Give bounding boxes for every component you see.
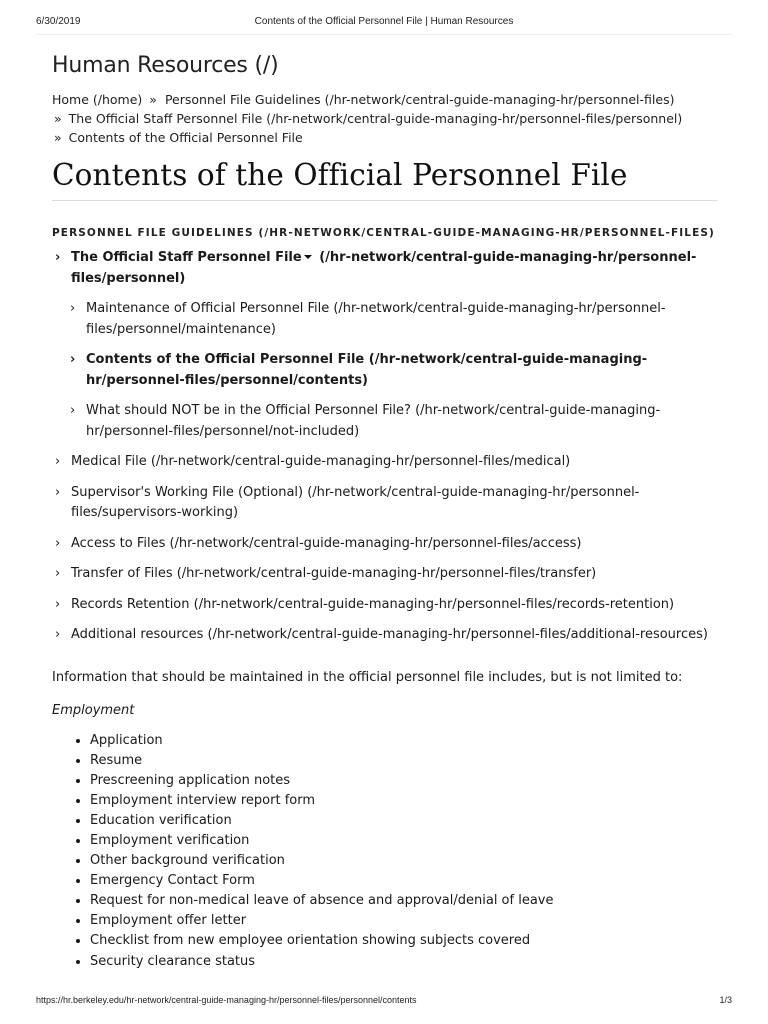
nav-item-medical-file[interactable] xyxy=(52,452,718,473)
list-item: • Emergency Contact Form xyxy=(90,871,718,891)
breadcrumb-row xyxy=(52,109,718,128)
breadcrumb-staff-personnel-file-link[interactable]: The Official Staff Personnel File (/hr-network/central-guide-managing-hr/personnel-files/personnel) xyxy=(68,111,683,126)
list-item: • Employment offer letter xyxy=(90,911,718,931)
title-divider xyxy=(52,200,718,201)
breadcrumb-personnel-guidelines-link[interactable]: Personnel File Guidelines (/hr-network/central-guide-managing-hr/personnel-files) xyxy=(164,92,675,107)
list-item: • Employment interview report form xyxy=(90,791,718,811)
breadcrumb-row xyxy=(52,128,718,147)
chevron-right-icon: › xyxy=(55,484,61,500)
chevron-right-icon: › xyxy=(55,250,61,265)
nav-item-official-staff-personnel-file[interactable] xyxy=(52,248,718,289)
chevron-right-icon: › xyxy=(55,535,61,551)
print-date: 6/30/2019 xyxy=(36,16,81,27)
print-url: https://hr.berkeley.edu/hr-network/central-guide-managing-hr/personnel-files/personnel/contents xyxy=(36,995,417,1005)
list-item: • Education verification xyxy=(90,811,718,831)
section-nav xyxy=(52,248,718,646)
list-item: • Employment verification xyxy=(90,831,718,851)
site-title-link[interactable]: Human Resources (/) xyxy=(52,53,279,78)
nav-item-label[interactable]: What should NOT be in the Official Personnel File? (/hr-network/central-guide-managing-hr/personnel-files/personnel/not-included) xyxy=(86,403,661,439)
list-item: • Security clearance status xyxy=(90,952,718,972)
header-divider xyxy=(36,34,732,35)
print-page-title: Contents of the Official Personnel File | Human Resources xyxy=(254,16,514,27)
caret-down-icon[interactable] xyxy=(304,255,312,259)
print-header xyxy=(36,16,732,30)
chevron-right-icon: › xyxy=(70,403,76,418)
nav-section-heading[interactable]: PERSONNEL FILE GUIDELINES (/HR-NETWORK/CENTRAL-GUIDE-MANAGING-HR/PERSONNEL-FILES) xyxy=(52,227,715,239)
breadcrumb-separator: » xyxy=(149,92,157,107)
breadcrumb-current: Contents of the Official Personnel File xyxy=(68,130,303,145)
page-number: 1/3 xyxy=(719,995,732,1005)
breadcrumb-home-link[interactable]: Home (/home) xyxy=(52,92,143,107)
list-item: • Resume xyxy=(90,751,718,771)
nav-item-label[interactable]: The Official Staff Personnel File xyxy=(71,250,302,265)
nav-item-path[interactable]: (/hr-network/central-guide-managing-hr/personnel-files/personnel) xyxy=(71,250,697,286)
print-footer xyxy=(36,995,732,1009)
list-item: • Checklist from new employee orientation showing subjects covered xyxy=(90,931,718,951)
nav-item-label[interactable]: Records Retention (/hr-network/central-guide-managing-hr/personnel-files/records-retention) xyxy=(71,596,675,612)
list-item: • Request for non-medical leave of absence and approval/denial of leave xyxy=(90,891,718,911)
nav-item-records-retention[interactable] xyxy=(52,595,718,616)
list-item: • Other background verification xyxy=(90,851,718,871)
chevron-right-icon: › xyxy=(70,352,76,367)
nav-item-label[interactable]: Maintenance of Official Personnel File (/hr-network/central-guide-managing-hr/personnel-files/personnel/maintenance) xyxy=(86,301,666,337)
nav-item-label[interactable]: Medical File (/hr-network/central-guide-managing-hr/personnel-files/medical) xyxy=(71,454,571,469)
nav-item-access-to-files[interactable] xyxy=(52,534,718,555)
employment-list xyxy=(52,731,718,972)
employment-subheading: Employment xyxy=(52,702,135,718)
page-title: Contents of the Official Personnel File xyxy=(52,158,628,192)
breadcrumb-separator: » xyxy=(54,111,62,126)
chevron-right-icon: › xyxy=(55,454,61,469)
nav-item-label[interactable]: Supervisor's Working File (Optional) (/hr-network/central-guide-managing-hr/personnel-files/supervisors-working) xyxy=(71,484,640,520)
nav-item-supervisors-working-file[interactable] xyxy=(52,483,718,524)
breadcrumb xyxy=(52,90,718,147)
nav-item-transfer-of-files[interactable] xyxy=(52,564,718,585)
list-item: • Prescreening application notes xyxy=(90,771,718,791)
intro-paragraph: Information that should be maintained in the official personnel file includes, but is not limited to: xyxy=(52,669,683,685)
nav-item-label[interactable]: Contents of the Official Personnel File (/hr-network/central-guide-managing-hr/personnel-files/personnel/contents) xyxy=(86,352,648,388)
nav-item-label[interactable]: Additional resources (/hr-network/central-guide-managing-hr/personnel-files/additional-resources) xyxy=(71,627,708,642)
main-content xyxy=(52,50,718,972)
nav-item-maintenance[interactable] xyxy=(67,299,718,340)
chevron-right-icon: › xyxy=(70,301,76,316)
breadcrumb-row xyxy=(52,90,718,109)
nav-item-additional-resources[interactable] xyxy=(52,625,718,646)
nav-item-label[interactable]: Transfer of Files (/hr-network/central-guide-managing-hr/personnel-files/transfer) xyxy=(71,566,597,581)
list-item: • Application xyxy=(90,731,718,751)
chevron-right-icon: › xyxy=(55,627,61,642)
chevron-right-icon: › xyxy=(55,596,61,612)
nav-item-not-included[interactable] xyxy=(67,401,718,442)
nav-item-contents-current[interactable] xyxy=(67,350,718,391)
breadcrumb-separator: » xyxy=(54,130,62,145)
chevron-right-icon: › xyxy=(55,566,61,581)
nav-item-label[interactable]: Access to Files (/hr-network/central-guide-managing-hr/personnel-files/access) xyxy=(71,535,582,551)
